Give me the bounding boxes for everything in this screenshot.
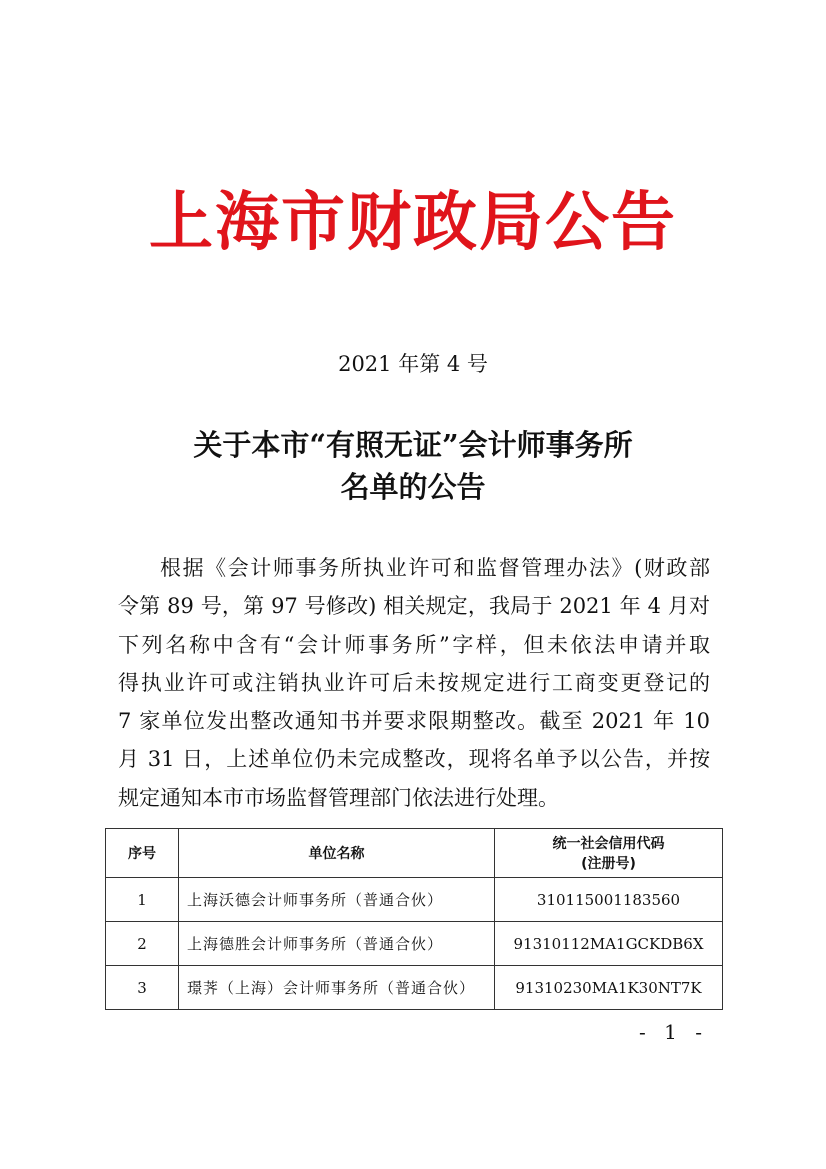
body-line: 令第 89 号，第 97 号修改) 相关规定，我局于 2021 年 4 月对 [118,594,710,619]
body-line: 下列名称中含有“会计师事务所”字样，但未依法申请并取 [118,632,710,657]
header-name: 单位名称 [179,829,495,878]
row-seq: 2 [106,922,179,966]
row-code: 91310112MA1GCKDB6X [495,922,723,966]
row-name: 璟荠（上海）会计师事务所（普通合伙） [179,966,495,1010]
row-seq: 3 [106,966,179,1010]
unit-list-table [105,828,723,1010]
body-line: 得执业许可或注销执业许可后未按规定进行工商变更登记的 [118,670,710,695]
body-paragraph [118,549,710,817]
row-name: 上海德胜会计师事务所（普通合伙） [179,922,495,966]
page-number: - 1 - [639,1020,708,1044]
table-row [106,878,723,922]
body-line: 7 家单位发出整改通知书并要求限期整改。截至 2021 年 10 [118,709,710,734]
announcement-title: 上海市财政局公告 [149,185,677,260]
heading-line-1: 关于本市“有照无证”会计师事务所 [193,428,633,462]
heading-line-2: 名单的公告 [340,470,486,504]
table-header-row [106,829,723,878]
document-number: 2021 年第 4 号 [338,352,488,376]
table-row [106,966,723,1010]
row-code: 91310230MA1K30NT7K [495,966,723,1010]
header-code-line-1: 统一社会信用代码 [552,836,665,852]
body-line: 规定通知本市市场监督管理部门依法进行处理。 [118,785,559,810]
table-row [106,922,723,966]
row-code: 310115001183560 [495,878,723,922]
header-code [495,829,723,878]
document-heading [0,424,826,508]
body-line: 月 31 日，上述单位仍未完成整改，现将名单予以公告，并按 [118,747,710,772]
header-seq: 序号 [106,829,179,878]
row-name: 上海沃德会计师事务所（普通合伙） [179,878,495,922]
body-line: 根据《会计师事务所执业许可和监督管理办法》(财政部 [160,556,710,580]
row-seq: 1 [106,878,179,922]
header-code-line-2: (注册号) [581,856,636,872]
